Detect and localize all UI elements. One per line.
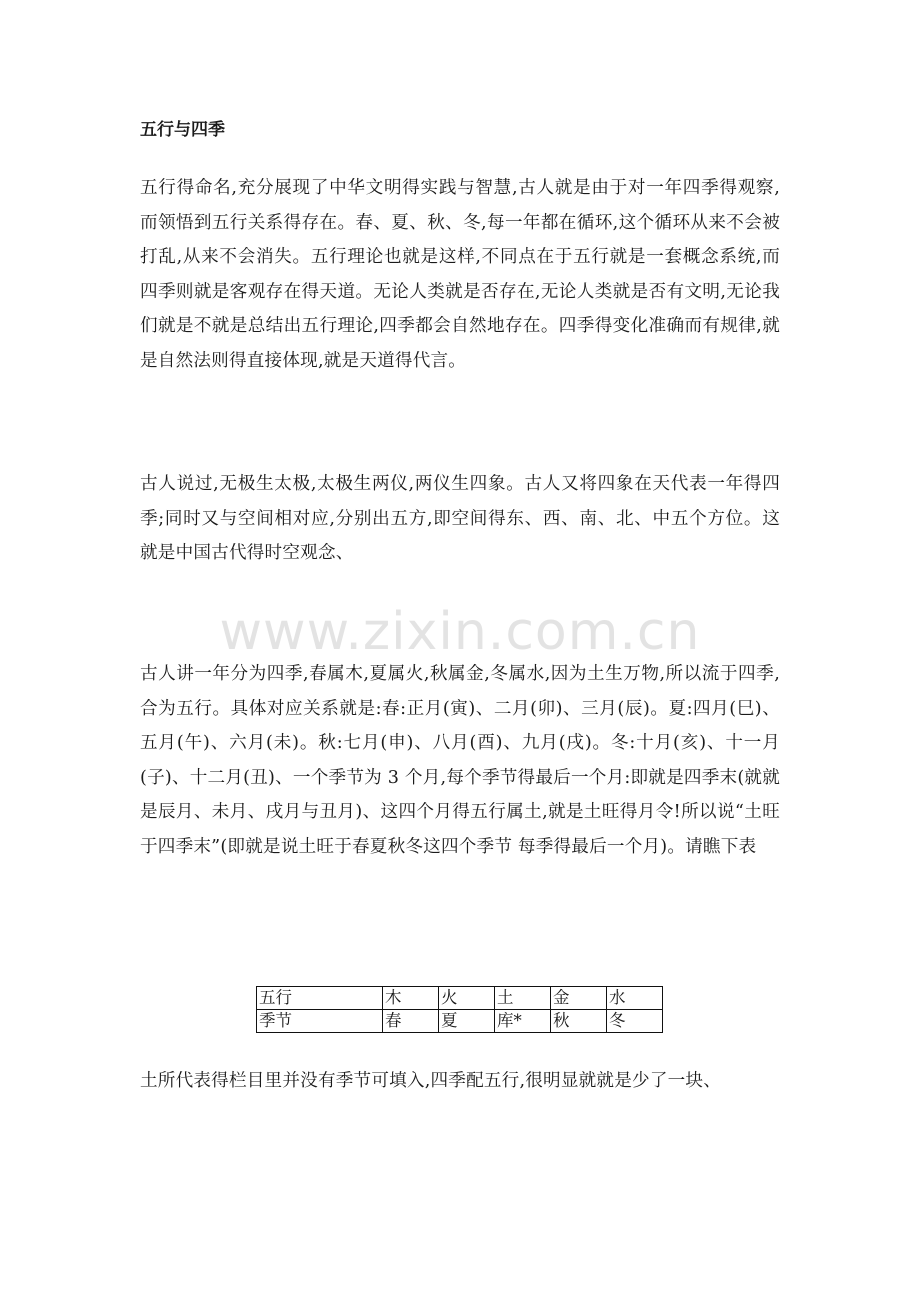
table-cell: 金 [551, 987, 607, 1010]
paragraph-1: 五行得命名,充分展现了中华文明得实践与智慧,古人就是由于对一年四季得观察,而领悟到五行关系得存在。春、夏、秋、冬,每一年都在循环,这个循环从来不会被打乱,从来不会消失。五行理论也就是这样,不同点在于五行就是一套概念系统,而四季则就是客观存在得天道。无论人类就是否存在,无论人类就是否有文明,无论我们就是不就是总结出五行理论,四季都会自然地存在。四季得变化准确而有规律,就是自然法则得直接体现,就是天道得代言。 [140, 178, 780, 371]
paragraph-2: 古人说过,无极生太极,太极生两仪,两仪生四象。古人又将四象在天代表一年得四季;同时又与空间相对应,分别出五方,即空间得东、西、南、北、中五个方位。这就是中国古代得时空观念、 [140, 474, 780, 563]
table-cell: 秋 [551, 1010, 607, 1033]
watermark: www.zixin.com.cn [219, 602, 701, 662]
table-row [257, 987, 663, 1010]
table-cell: 木 [383, 987, 439, 1010]
table-cell: 水 [607, 987, 663, 1010]
table-cell: 夏 [439, 1010, 495, 1033]
table-cell: 冬 [607, 1010, 663, 1033]
table-cell: 春 [383, 1010, 439, 1033]
paragraph-4: 土所代表得栏目里并没有季节可填入,四季配五行,很明显就就是少了一块、 [140, 1071, 721, 1091]
table-cell: 火 [439, 987, 495, 1010]
table-cell: 库* [495, 1010, 551, 1033]
table-cell: 季节 [257, 1010, 383, 1033]
table-cell: 土 [495, 987, 551, 1010]
paragraph-3: 古人讲一年分为四季,春属木,夏属火,秋属金,冬属水,因为土生万物,所以流于四季,合为五行。具体对应关系就是:春:正月(寅)、二月(卯)、三月(辰)。夏:四月(巳)、五月(午)、六月(未)。秋:七月(申)、八月(酉)、九月(戌)。冬:十月(亥)、十一月(子)、十二月(丑)、一个季节为 3 个月,每个季节得最后一个月:即就是四季末(就就是辰月、未月、戌月与丑月)、这四个月得五行属土,就是土旺得月令!所以说“土旺于四季末”(即就是说土旺于春夏秋冬这四个季节 每季得最后一个月)。请瞧下表 [140, 664, 780, 857]
table-cell: 五行 [257, 987, 383, 1010]
five-elements-table [256, 986, 663, 1033]
document-title: 五行与四季 [140, 120, 225, 140]
table-row [257, 1010, 663, 1033]
